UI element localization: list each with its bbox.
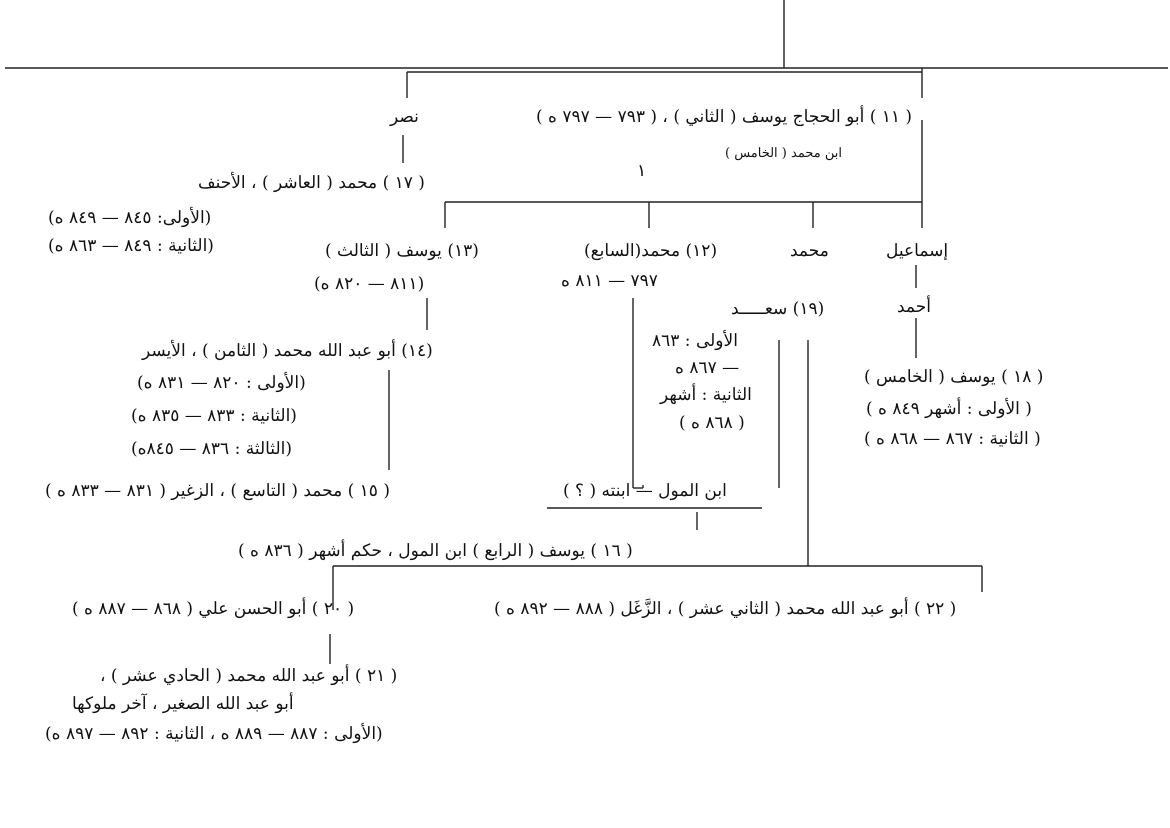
node-muhammad-x-second-reign: (الثانية : ٨٤٩ — ٨٦٣ ه) — [48, 236, 214, 256]
node-muhammad-viii: (١٤) أبو عبد الله محمد ( الثامن ) ، الأيسر — [142, 341, 433, 361]
node-yusuf-v: ( ١٨ ) يوسف ( الخامس ) — [864, 367, 1044, 387]
node-muhammad-viii-first-reign: (الأولى : ٨٢٠ — ٨٣١ ه) — [137, 373, 306, 393]
node-muhammad-ix: ( ١٥ ) محمد ( التاسع ) ، الزغير ( ٨٣١ — ٨٣٣ ه ) — [45, 481, 390, 501]
node-saad-second-reign: الثانية : أشهر — [660, 385, 752, 405]
node-yusuf-iii-reign: (٨١١ — ٨٢٠ ه) — [314, 274, 425, 294]
node-yusuf-v-first-reign: ( الأولى : أشهر ٨٤٩ ه ) — [866, 399, 1032, 419]
node-ahmad: أحمد — [897, 297, 931, 317]
node-yusuf-iv: ( ١٦ ) يوسف ( الرابع ) ابن المول ، حكم أشهر ( ٨٣٦ ه ) — [238, 541, 633, 561]
node-saad-second-reign-year: ( ٨٦٨ ه ) — [679, 413, 745, 433]
node-muhammad-vii: (١٢) محمد(السابع) — [584, 241, 718, 261]
node-muhammad-viii-third-reign: (الثالثة : ٨٣٦ — ٨٤٥ه) — [131, 439, 292, 459]
node-ismail: إسماعيل — [886, 241, 949, 261]
node-yusuf-iii: (١٣) يوسف ( الثالث ) — [325, 241, 479, 261]
node-saad-first-reign: الأولى : ٨٦٣ — [652, 331, 738, 351]
node-muhammad-viii-second-reign: (الثانية : ٨٣٣ — ٨٣٥ ه) — [131, 406, 297, 426]
node-nasr: نصر — [390, 107, 419, 127]
node-saad: (١٩) سعـــــد — [731, 299, 825, 319]
node-saad-first-reign-end: — ٨٦٧ ه — [675, 358, 740, 378]
node-muhammad-xi-reigns: (الأولى : ٨٨٧ — ٨٨٩ ه ، الثانية : ٨٩٢ — ٨٩٧ ه) — [45, 724, 383, 744]
node-muhammad: محمد — [790, 241, 829, 261]
node-muhammad-x-first-reign: (الأولى: ٨٤٥ — ٨٤٩ ه) — [48, 208, 212, 228]
node-al-zaghal: ( ٢٢ ) أبو عبد الله محمد ( الثاني عشر ) ، الزَّغَل ( ٨٨٨ — ٨٩٢ ه ) — [494, 599, 957, 619]
node-ibn-al-mawl: ابن المول — ابنته ( ؟ ) — [563, 481, 727, 501]
node-abu-al-hasan: ( ٢٠ ) أبو الحسن علي ( ٨٦٨ — ٨٨٧ ه ) — [72, 599, 355, 619]
node-yusuf-ii: ( ١١ ) أبو الحجاج يوسف ( الثاني ) ، ( ٧٩٣ — ٧٩٧ ه ) — [536, 107, 913, 127]
node-yusuf-v-second-reign: ( الثانية : ٨٦٧ — ٨٦٨ ه ) — [864, 429, 1041, 449]
mark-one: ١ — [637, 161, 647, 181]
node-muhammad-x: ( ١٧ ) محمد ( العاشر ) ، الأحنف — [198, 173, 425, 193]
node-yusuf-ii-parent: ابن محمد ( الخامس ) — [725, 146, 842, 161]
node-muhammad-vii-reign: ٧٩٧ — ٨١١ ه — [561, 271, 658, 291]
node-muhammad-xi: ( ٢١ ) أبو عبد الله محمد ( الحادي عشر ) ، — [100, 666, 398, 686]
node-muhammad-xi-alias: أبو عبد الله الصغير ، آخر ملوكها — [72, 694, 294, 714]
